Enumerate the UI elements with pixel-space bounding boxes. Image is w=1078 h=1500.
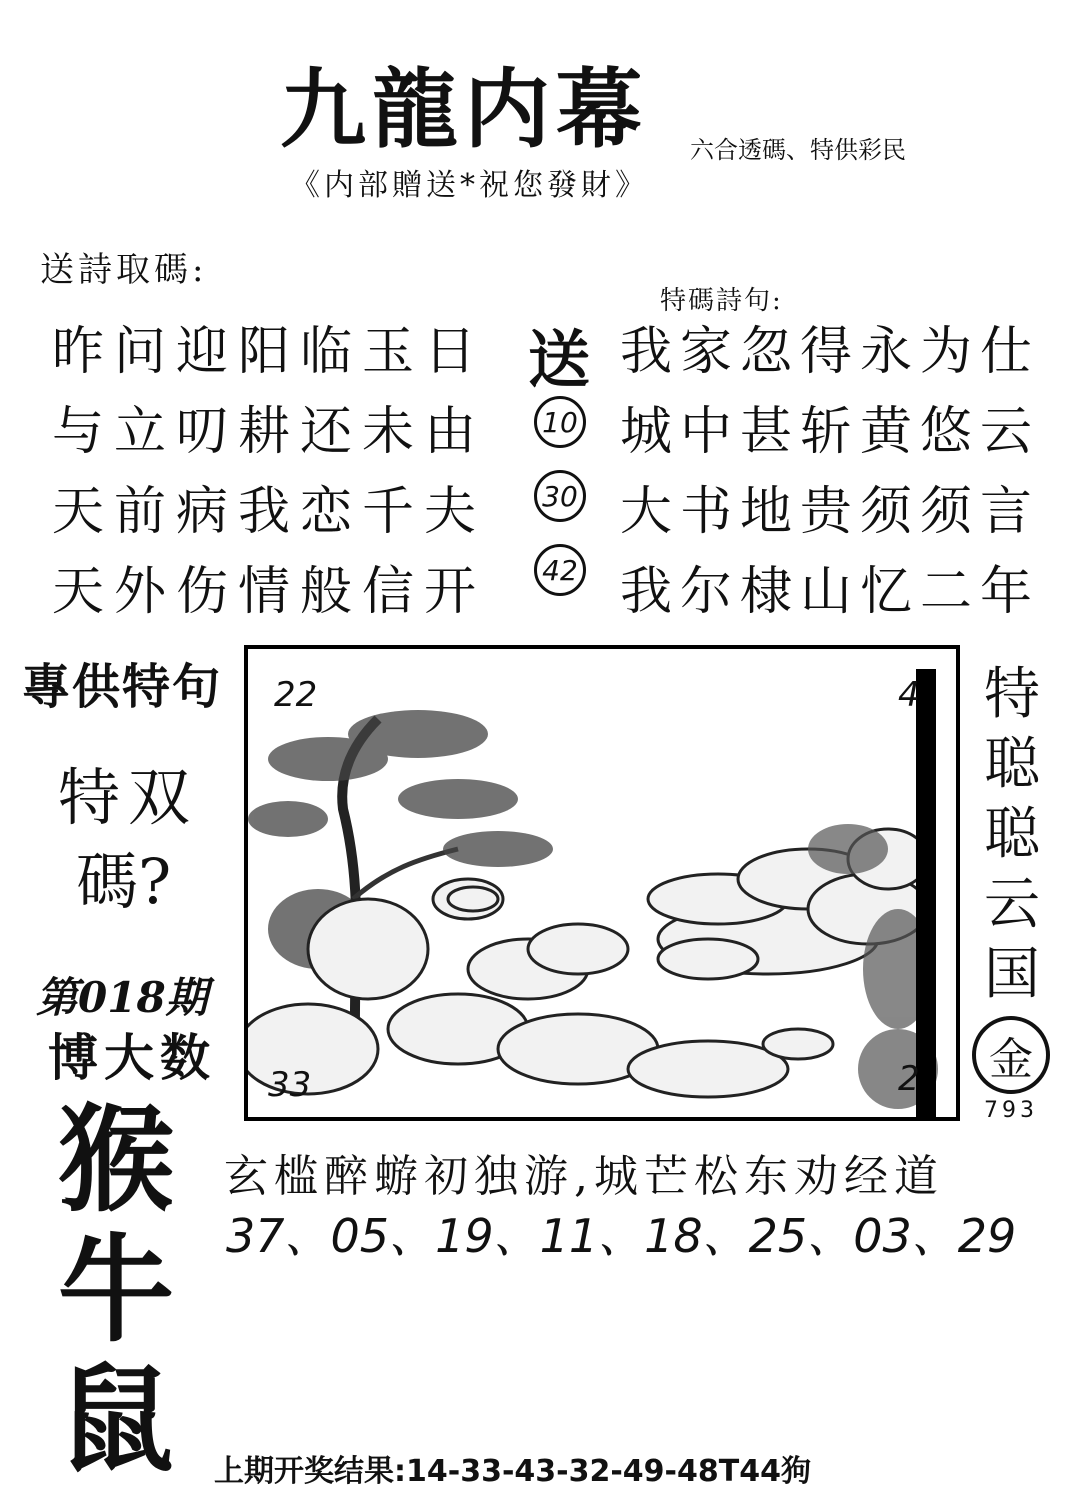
last-result: 上期开奖结果:14-33-43-32-49-48T44狗 [214, 1454, 811, 1489]
zodiac-item: 牛 [58, 1222, 174, 1358]
picture-corner-number: 4 [898, 675, 920, 715]
picture-corner-number: 2 [898, 1059, 920, 1099]
circle-marker-42: 42 [534, 544, 586, 596]
small-number: 793 [984, 1098, 1038, 1123]
zodiac-list [58, 1092, 188, 1488]
poem-right-line: 大书地贵须须言 [620, 482, 1041, 542]
poem-left-line: 与立叨耕还未由 [52, 402, 487, 462]
picture-corner-number: 33 [268, 1065, 312, 1105]
zodiac-item: 猴 [58, 1092, 174, 1228]
special-title: 專供特句 [22, 659, 223, 715]
big-data-label: 博大数 [48, 1028, 216, 1087]
circle-marker-10: 10 [534, 396, 586, 448]
poem-left [52, 312, 486, 632]
poem-right-line: 我家忽得永为仕 [620, 322, 1041, 382]
poem-left-line: 天前病我恋千夫 [52, 482, 487, 542]
right-vertical-char: 聪 [984, 732, 1040, 797]
right-vertical-char: 云 [984, 872, 1040, 937]
poem-right-label: 特碼詩句: [660, 286, 783, 316]
bottom-verse: 玄槛醉蝣初独游,城芒松东劝经道 [224, 1151, 944, 1202]
circle-marker-30: 30 [534, 470, 586, 522]
poem-right [620, 312, 1040, 632]
special-line-a: 特双 [58, 761, 199, 834]
subtitle-right: 六合透碼、特供彩民 [690, 136, 906, 164]
page-title: 九龍内幕 [280, 59, 648, 160]
right-vertical-text [982, 660, 1042, 1010]
subtitle-center: 《内部贈送*祝您發財》 [290, 168, 649, 203]
picture-corner-number: 22 [274, 675, 318, 715]
number-list: 37、05、19、11、18、25、03、29 [226, 1209, 1017, 1263]
landscape-picture [244, 645, 960, 1121]
poem-left-label: 送詩取碼: [40, 250, 208, 290]
gold-badge: 金 [972, 1016, 1050, 1094]
right-vertical-char: 特 [984, 662, 1040, 727]
poem-right-line: 我尔棣山忆二年 [620, 562, 1041, 622]
zodiac-item: 鼠 [58, 1352, 174, 1488]
poem-left-line: 昨问迎阳临玉日 [52, 322, 487, 382]
special-line-b: 碼? [76, 845, 172, 918]
right-vertical-char: 国 [984, 942, 1040, 1007]
poem-right-line: 城中甚斩黄悠云 [620, 402, 1041, 462]
send-marker: 送 [528, 323, 591, 396]
right-vertical-char: 聪 [984, 802, 1040, 867]
issue-number: 第018期 [36, 973, 208, 1022]
poem-left-line: 天外伤情般信开 [52, 562, 487, 622]
landscape-illustration [248, 649, 956, 1117]
